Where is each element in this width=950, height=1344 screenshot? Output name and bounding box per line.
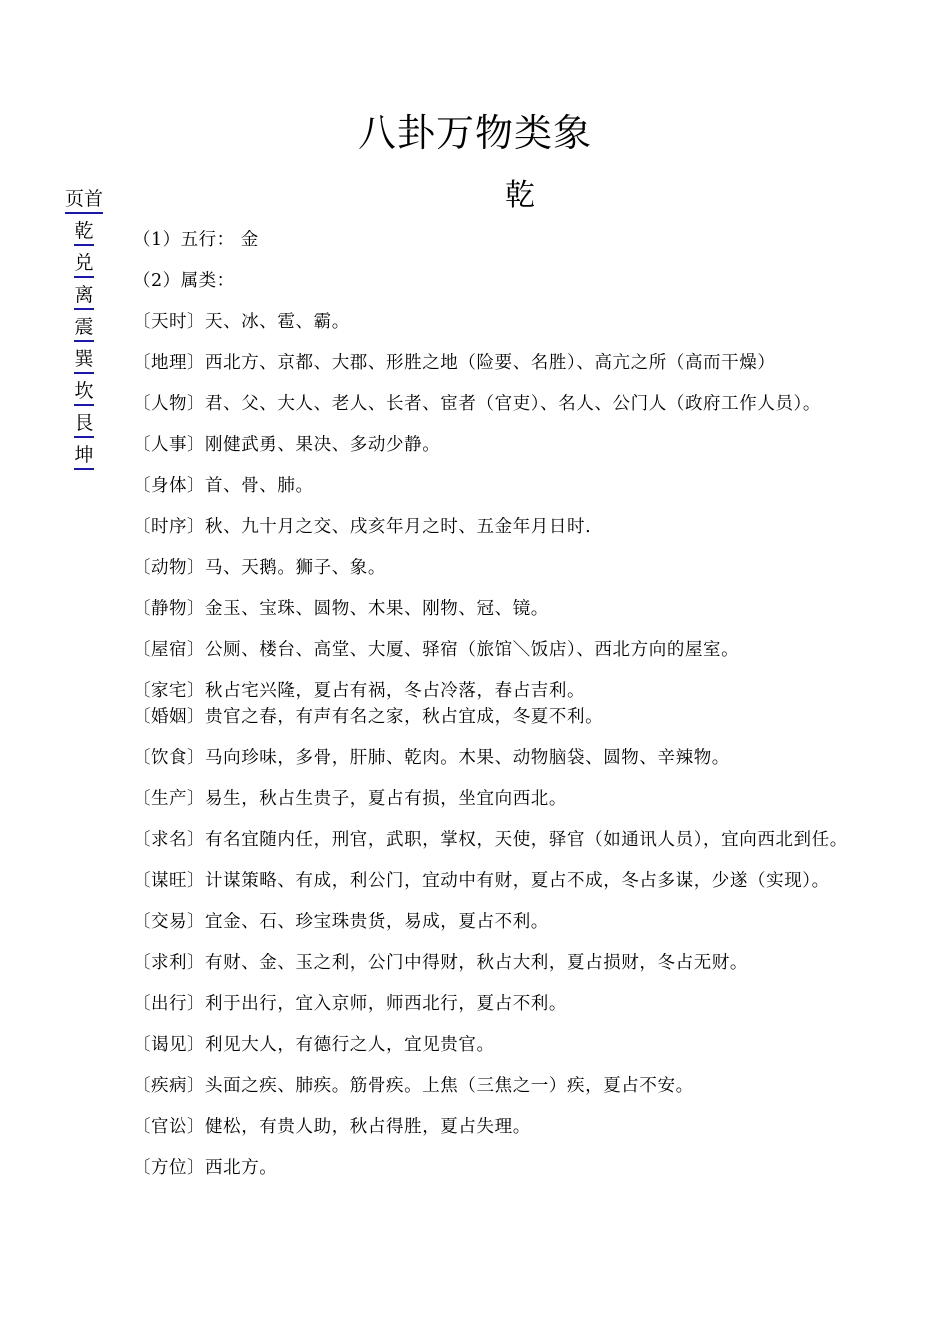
nav-link-gen[interactable]: 艮 bbox=[74, 410, 93, 438]
entry-label: 〔静物〕 bbox=[133, 599, 205, 619]
entry-value: 计谋策略、有成，利公门，宜动中有财，夏占不成，冬占多谋，少遂（实现）。 bbox=[205, 871, 830, 891]
entry-value: 西北方。 bbox=[205, 1158, 278, 1178]
entry-label: 〔身体〕 bbox=[133, 476, 205, 496]
entry-jibing bbox=[133, 1072, 933, 1113]
entry-label: 〔求名〕 bbox=[133, 830, 205, 850]
entry-hunyin bbox=[133, 703, 933, 744]
nav-link-kan[interactable]: 坎 bbox=[74, 378, 93, 406]
entry-value: 头面之疾、肺疾。筋骨疾。上焦（三焦之一）疾，夏占不安。 bbox=[205, 1076, 694, 1096]
entry-yejian bbox=[133, 1031, 933, 1072]
entry-renwu bbox=[133, 390, 933, 431]
entry-jiazhai bbox=[133, 677, 933, 703]
nav-link-qian[interactable]: 乾 bbox=[74, 218, 93, 246]
entry-shengchan bbox=[133, 785, 933, 826]
entry-value: 首、骨、肺。 bbox=[205, 476, 314, 496]
entry-value: 马向珍味，多骨，肝肺、乾肉。木果、动物脑袋、圆物、辛辣物。 bbox=[205, 748, 730, 768]
section-title: 乾 bbox=[505, 178, 535, 213]
entry-label: 〔时序〕 bbox=[133, 517, 205, 537]
entry-label: 〔谒见〕 bbox=[133, 1035, 205, 1055]
entry-label: 〔婚姻〕 bbox=[133, 707, 205, 727]
entry-label: 〔家宅〕 bbox=[133, 681, 205, 701]
nav-link-home[interactable]: 页首 bbox=[65, 186, 103, 214]
entry-value: 天、冰、雹、霸。 bbox=[205, 312, 350, 332]
entry-label: 〔方位〕 bbox=[133, 1158, 205, 1178]
entry-shenti bbox=[133, 472, 933, 513]
entry-label: 〔饮食〕 bbox=[133, 748, 205, 768]
entry-label: 〔交易〕 bbox=[133, 912, 205, 932]
entry-tianshi bbox=[133, 308, 933, 349]
entry-label: 〔天时〕 bbox=[133, 312, 205, 332]
entry-value: 利于出行，宜入京师，师西北行，夏占不利。 bbox=[205, 994, 567, 1014]
entry-wuxing bbox=[133, 226, 933, 267]
entry-jingwu bbox=[133, 595, 933, 636]
entry-shulei bbox=[133, 267, 933, 308]
entry-label: （2）属类： bbox=[133, 271, 235, 291]
entry-value: 易生，秋占生贵子，夏占有损，坐宜向西北。 bbox=[205, 789, 567, 809]
entry-value: 马、天鹅。狮子、象。 bbox=[205, 558, 386, 578]
entry-dili bbox=[133, 349, 933, 390]
entry-value: 利见大人，有德行之人，宜见贵官。 bbox=[205, 1035, 495, 1055]
entry-label: 〔生产〕 bbox=[133, 789, 205, 809]
entry-value: 秋占宅兴隆，夏占有祸，冬占冷落，春占吉利。 bbox=[205, 681, 586, 701]
entry-label: 〔动物〕 bbox=[133, 558, 205, 578]
nav-link-xun[interactable]: 巽 bbox=[74, 346, 93, 374]
entry-label: 〔官讼〕 bbox=[133, 1117, 205, 1137]
entry-guansong bbox=[133, 1113, 933, 1154]
entry-value: 公厕、楼台、高堂、大厦、驿宿（旅馆＼饭店）、西北方向的屋室。 bbox=[205, 640, 740, 660]
entry-label: （1）五行： bbox=[133, 230, 235, 250]
entry-value: 有财、金、玉之利，公门中得财，秋占大利，夏占损财，冬占无财。 bbox=[205, 953, 748, 973]
entry-label: 〔谋旺〕 bbox=[133, 871, 205, 891]
side-nav bbox=[60, 186, 108, 474]
entry-label: 〔出行〕 bbox=[133, 994, 205, 1014]
entry-value: 健松，有贵人助，秋占得胜，夏占失理。 bbox=[205, 1117, 531, 1137]
entry-value: 西北方、京都、大郡、形胜之地（险要、名胜）、高亢之所（高而干燥） bbox=[205, 353, 776, 373]
entry-yinshi bbox=[133, 744, 933, 785]
entry-chuxing bbox=[133, 990, 933, 1031]
entry-value: 金 bbox=[234, 230, 259, 250]
nav-link-li[interactable]: 离 bbox=[74, 282, 93, 310]
entry-label: 〔求利〕 bbox=[133, 953, 205, 973]
entry-jiaoyi bbox=[133, 908, 933, 949]
nav-link-kun[interactable]: 坤 bbox=[74, 442, 93, 470]
entry-dongwu bbox=[133, 554, 933, 595]
entry-value: 秋、九十月之交、戌亥年月之时、五金年月日时. bbox=[205, 517, 592, 537]
entry-value: 有名宜随内任，刑官，武职，掌权，天使，驿官（如通讯人员），宜向西北到任。 bbox=[205, 830, 848, 850]
entry-value: 贵官之春，有声有名之家，秋占宜成，冬夏不利。 bbox=[205, 707, 604, 727]
entry-qiuli bbox=[133, 949, 933, 990]
entry-mouwang bbox=[133, 867, 933, 908]
entry-qiuming bbox=[133, 826, 933, 867]
nav-link-zhen[interactable]: 震 bbox=[74, 314, 93, 342]
entry-label: 〔屋宿〕 bbox=[133, 640, 205, 660]
section-content bbox=[133, 226, 933, 1195]
entry-value: 宜金、石、珍宝珠贵货，易成，夏占不利。 bbox=[205, 912, 549, 932]
entry-value: 君、父、大人、老人、长者、宦者（官吏）、名人、公门人（政府工作人员）。 bbox=[205, 394, 821, 414]
entry-label: 〔疾病〕 bbox=[133, 1076, 205, 1096]
entry-label: 〔地理〕 bbox=[133, 353, 205, 373]
entry-wusu bbox=[133, 636, 933, 677]
entry-label: 〔人物〕 bbox=[133, 394, 205, 414]
entry-value: 刚健武勇、果决、多动少静。 bbox=[205, 435, 441, 455]
entry-value: 金玉、宝珠、圆物、木果、刚物、冠、镜。 bbox=[205, 599, 549, 619]
nav-link-dui[interactable]: 兑 bbox=[74, 250, 93, 278]
entry-renshi bbox=[133, 431, 933, 472]
entry-fangwei bbox=[133, 1154, 933, 1195]
entry-shixu bbox=[133, 513, 933, 554]
page-title: 八卦万物类象 bbox=[357, 111, 592, 155]
entry-label: 〔人事〕 bbox=[133, 435, 205, 455]
